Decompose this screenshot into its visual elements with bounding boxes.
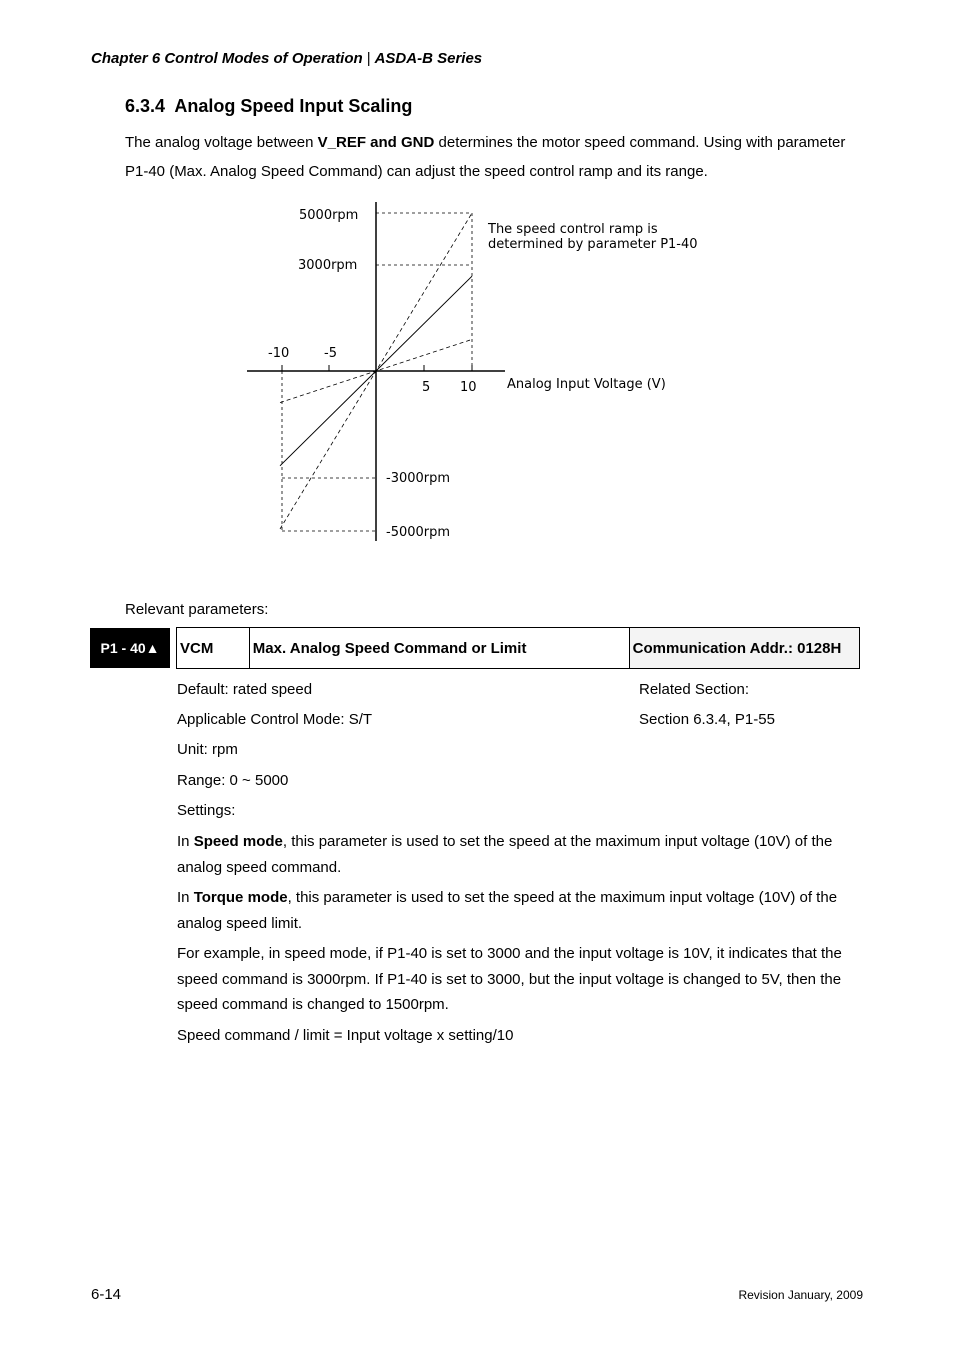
parameter-tag-underline: [90, 668, 170, 669]
unit: Unit: rpm: [177, 741, 238, 758]
y-tick-label-neg5000: -5000rpm: [386, 525, 451, 540]
x-tick-label-neg10: -10: [268, 346, 290, 361]
range: Range: 0 ~ 5000: [177, 772, 289, 789]
torque-mode-bold: Torque mode: [193, 889, 288, 906]
section-number: 6.3.4: [125, 96, 166, 116]
param-comm-addr: Communication Addr.: 0128H: [630, 628, 859, 668]
settings-label: Settings:: [177, 802, 236, 819]
series-title: ASDA-B Series: [374, 50, 483, 67]
revision-date: Revision January, 2009: [738, 1288, 863, 1302]
speed-mode-paragraph: [177, 829, 865, 880]
header-separator: |: [366, 50, 371, 67]
param-name: Max. Analog Speed Command or Limit: [250, 628, 630, 668]
torque-mode-paragraph: [177, 885, 865, 936]
annotation-line-2: determined by parameter P1-40: [488, 237, 698, 252]
formula: Speed command / limit = Input voltage x setting/10: [177, 1027, 514, 1044]
torque-mode-text-1: In: [177, 889, 194, 906]
page-number: 6-14: [91, 1286, 122, 1303]
y-tick-label-3000: 3000rpm: [298, 258, 358, 273]
x-tick-label-10: 10: [460, 380, 477, 395]
speed-mode-text-2: , this parameter is used to set the speed at the maximum input voltage (10V) of the analog speed command.: [177, 833, 833, 876]
relevant-parameters-label: Relevant parameters:: [125, 601, 269, 618]
intro-text-1: The analog voltage between: [125, 134, 318, 151]
control-mode: Applicable Control Mode: S/T: [177, 711, 373, 728]
intro-bold: V_REF and GND: [317, 134, 435, 151]
annotation-line-1: The speed control ramp is: [488, 222, 658, 237]
parameter-table: [176, 627, 860, 669]
parameter-tag: P1 - 40▲: [90, 628, 170, 669]
x-tick-label-neg5: -5: [324, 346, 337, 361]
intro-text-2: determines the motor speed command. Using with parameter P1-40 (Max. Analog Speed Command) can adjust the speed control ramp and its range.: [125, 134, 846, 180]
default-value: Default: rated speed: [177, 681, 313, 698]
speed-mode-text-1: In: [177, 833, 194, 850]
x-axis-label: Analog Input Voltage (V): [507, 377, 666, 392]
x-tick-label-5: 5: [422, 380, 431, 395]
param-abbr: VCM: [177, 628, 250, 668]
speed-scaling-chart: [0, 0, 954, 560]
example-paragraph: For example, in speed mode, if P1-40 is set to 3000 and the input voltage is 10V, it indicates that the speed command is 3000rpm. If P1-40 is set to 3000, but the input voltage is changed to 5V, then the speed command is changed to 1500rpm.: [177, 945, 842, 1013]
chapter-title: Chapter 6 Control Modes of Operation: [91, 50, 363, 67]
related-section-label: Related Section:: [639, 681, 750, 698]
speed-mode-bold: Speed mode: [193, 833, 283, 850]
related-section-value: Section 6.3.4, P1-55: [639, 711, 775, 728]
y-tick-label-5000: 5000rpm: [299, 208, 359, 223]
y-tick-label-neg3000: -3000rpm: [386, 471, 451, 486]
torque-mode-text-2: , this parameter is used to set the speed at the maximum input voltage (10V) of the analog speed limit.: [177, 889, 838, 932]
section-title: Analog Speed Input Scaling: [174, 96, 413, 116]
